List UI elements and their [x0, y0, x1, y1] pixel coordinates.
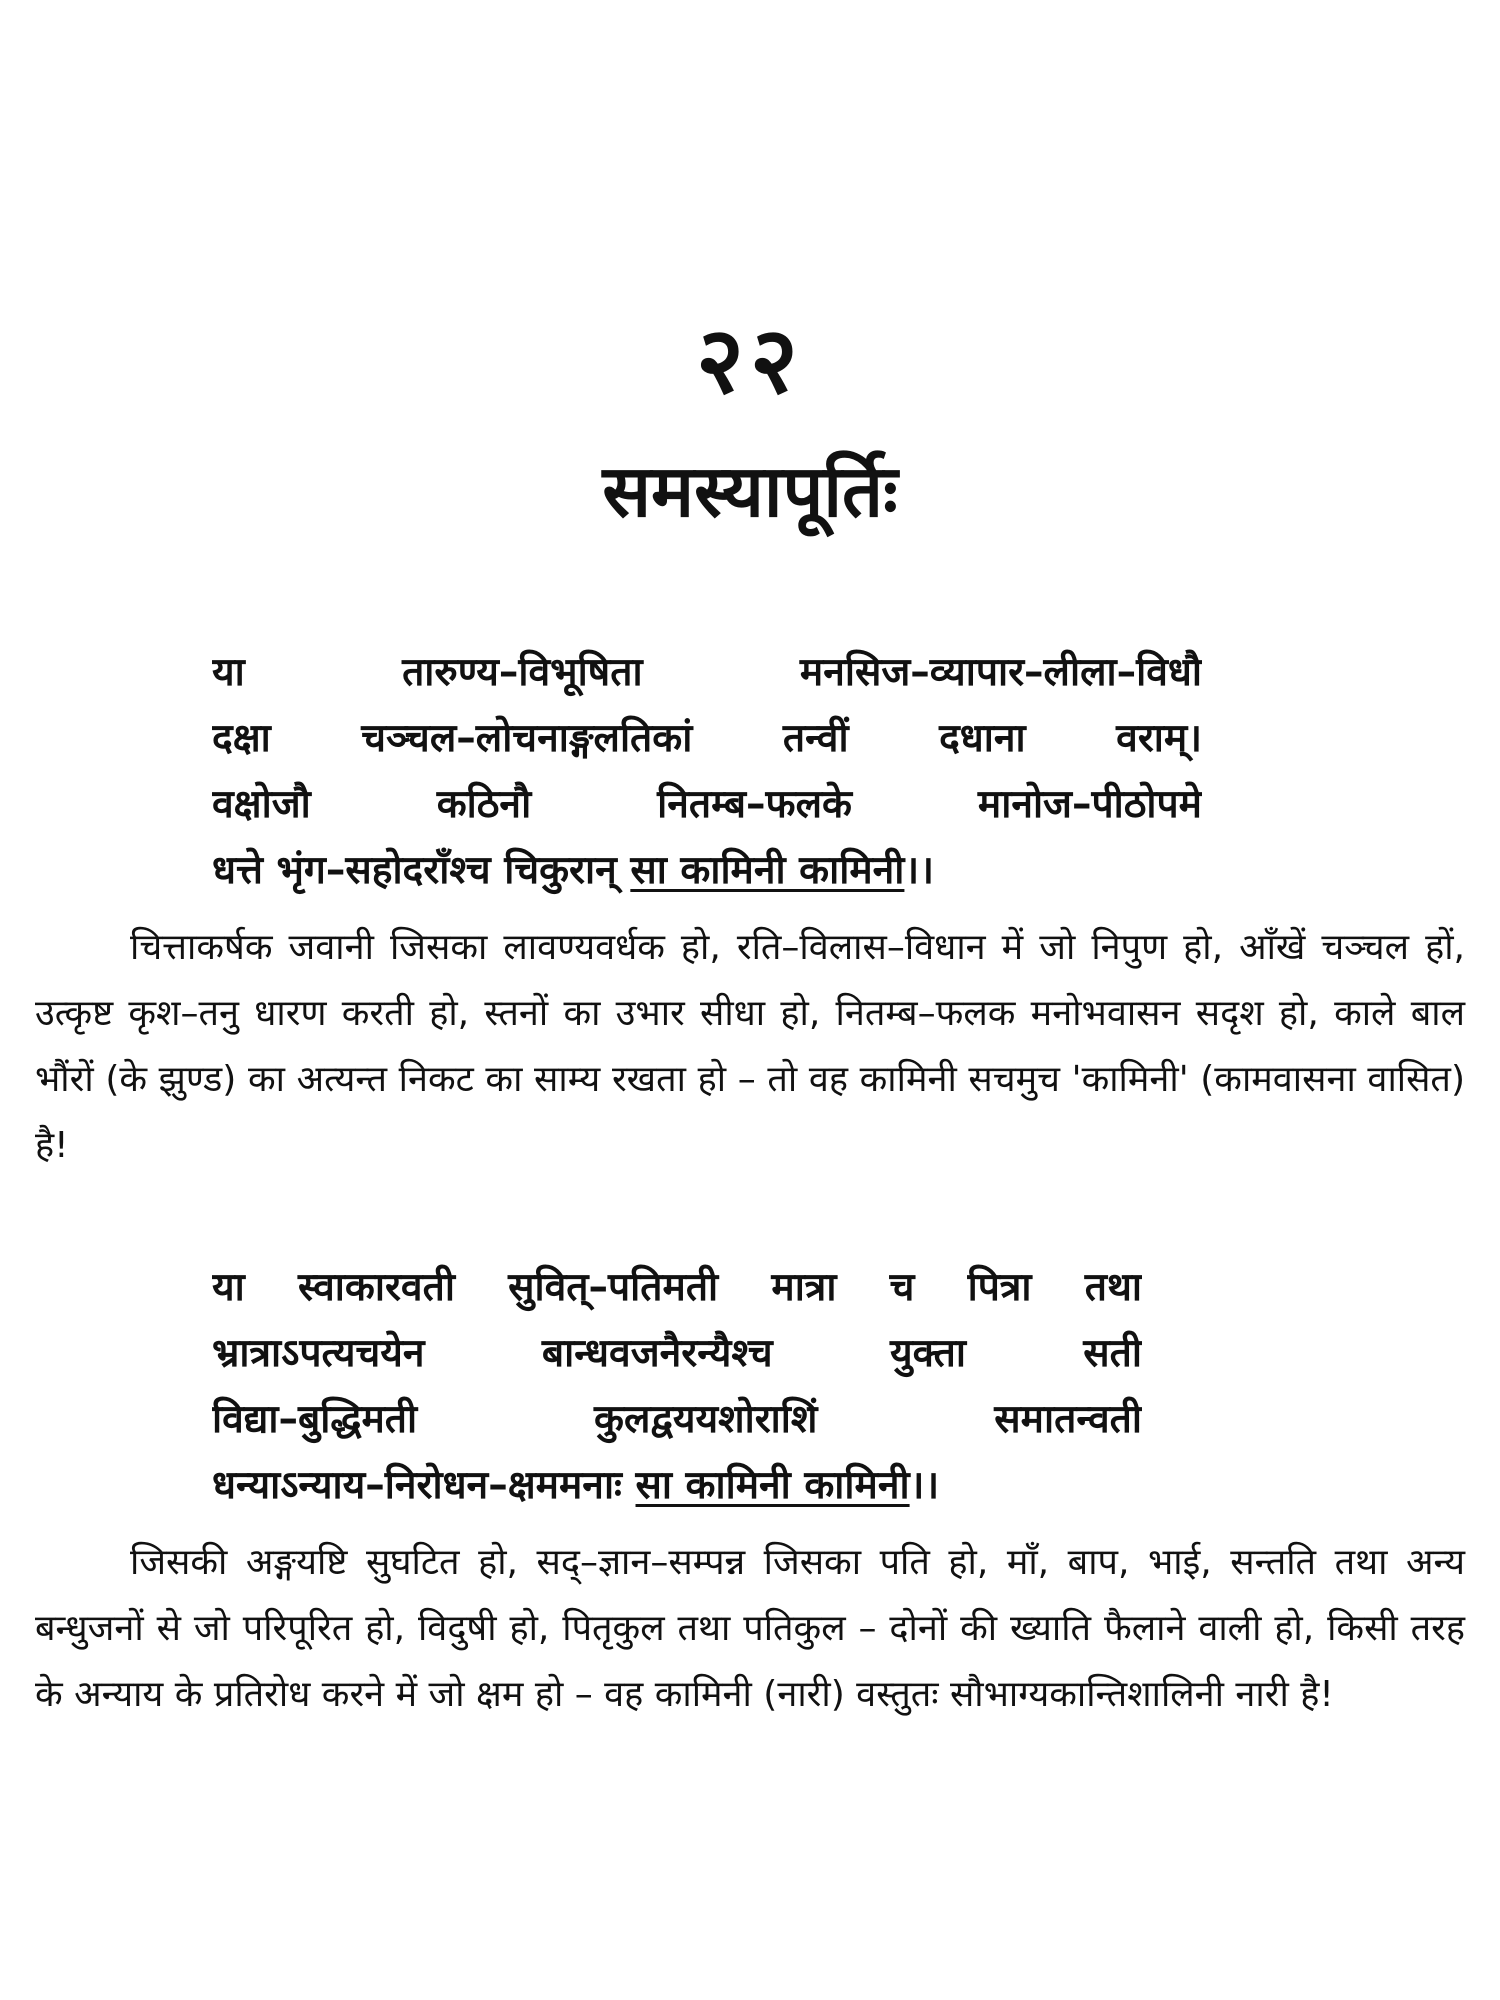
- verse-1-line-4: [212, 838, 1202, 904]
- verse-1-line-2: दक्षा चञ्चल–लोचनाङ्गलतिकां तन्वीं दधाना वराम्।: [212, 716, 1202, 761]
- translation-paragraph-2: जिसकी अङ्गयष्टि सुघटित हो, सद्–ज्ञान–सम्पन्न जिसका पति हो, माँ, बाप, भाई, सन्तति तथा अन्य बन्धुजनों से जो परिपूरित हो, विदुषी हो, पितृकुल तथा पतिकुल – दोनों की ख्याति फैलाने वाली हो, किसी तरह के अन्याय के प्रतिरोध करने में जो क्षम हो – वह कामिनी (नारी) वस्तुतः सौभाग्यकान्तिशालिनी नारी है!: [35, 1542, 1465, 1715]
- verse-2-line-4-text: धन्याऽन्याय–निरोधन–क्षममनाः: [212, 1463, 636, 1508]
- verse-2-end-mark: ।।: [909, 1463, 940, 1508]
- chapter-title: समस्यापूर्तिः: [602, 449, 898, 533]
- verse-1-refrain: सा कामिनी कामिनी: [630, 848, 905, 893]
- verse-2-line-1: या स्वाकारवती सुवित्–पतिमती मात्रा च पित्रा तथा: [212, 1265, 1142, 1310]
- verse-1-end-mark: ।।: [904, 848, 934, 893]
- verse-1-line-4-text: धत्ते भृंग–सहोदराँश्च चिकुरान्: [212, 848, 631, 893]
- verse-1-line-3: वक्षोजौ कठिनौ नितम्ब–फलके मानोज–पीठोपमे: [212, 782, 1202, 827]
- verse-1: [212, 640, 1202, 904]
- verse-2-refrain: सा कामिनी कामिनी: [635, 1463, 910, 1508]
- chapter-number: २२: [696, 307, 804, 414]
- verse-2: [212, 1255, 1142, 1519]
- verse-2-line-4: [212, 1453, 1142, 1519]
- verse-2-line-2: भ्रात्राऽपत्यचयेन बान्धवजनैरन्यैश्च युक्ता सती: [212, 1331, 1142, 1376]
- verse-2-line-3: विद्या–बुद्धिमती कुलद्वययशोराशिं समातन्वती: [212, 1397, 1142, 1442]
- verse-1-line-1: या तारुण्य–विभूषिता मनसिज–व्यापार–लीला–विधौ: [212, 650, 1202, 695]
- translation-paragraph-1: चित्ताकर्षक जवानी जिसका लावण्यवर्धक हो, रति–विलास–विधान में जो निपुण हो, आँखें चञ्चल हों, उत्कृष्ट कृश–तनु धारण करती हो, स्तनों का उभार सीधा हो, नितम्ब–फलक मनोभवासन सदृश हो, काले बाल भौंरों (के झुण्ड) का अत्यन्त निकट का साम्य रखता हो – तो वह कामिनी सचमुच 'कामिनी' (कामवासना वासित) है!: [35, 927, 1465, 1166]
